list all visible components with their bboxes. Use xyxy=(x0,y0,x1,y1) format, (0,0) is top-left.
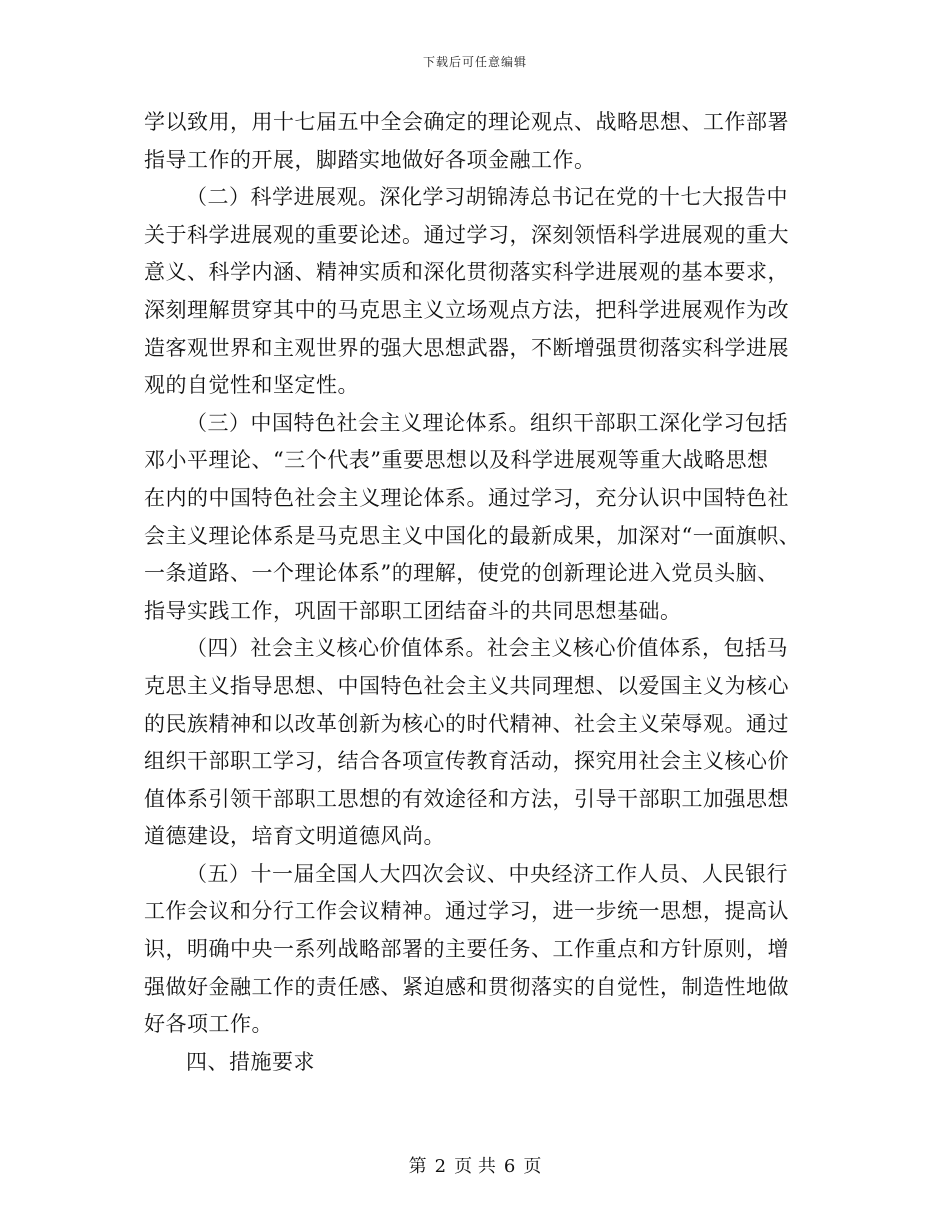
text-line: 造客观世界和主观世界的强大思想武器，不断增强贯彻落实科学进展 xyxy=(144,335,789,360)
document-body xyxy=(144,104,812,1081)
footer-prefix: 第 xyxy=(408,1156,427,1177)
text-line: 克思主义指导思想、中国特色社会主义共同理想、以爱国主义为核心 xyxy=(144,673,789,698)
text-line: 学以致用，用十七届五中全会确定的理论观点、战略思想、工作部署 xyxy=(144,110,789,134)
text-line: 邓小平理论、“三个代表”重要思想以及科学进展观等重大战略思想 xyxy=(144,448,769,473)
section-title-line: 四、措施要求 xyxy=(186,1049,315,1074)
text-line: 道德建设，培育文明道德风尚。 xyxy=(144,824,445,849)
text-line: 强做好金融工作的责任感、紧迫感和贯彻落实的自觉性，制造性地做 xyxy=(144,974,789,999)
text-line: 在内的中国特色社会主义理论体系。通过学习，充分认识中国特色社 xyxy=(144,485,789,510)
text-line: 指导工作的开展，脚踏实地做好各项金融工作。 xyxy=(144,147,596,172)
text-line: 好各项工作。 xyxy=(144,1012,273,1037)
text-line: 值体系引领干部职工思想的有效途径和方法，引导干部职工加强思想 xyxy=(144,786,789,811)
text-line: 的民族精神和以改革创新为核心的时代精神、社会主义荣辱观。通过 xyxy=(144,711,789,736)
page-header: 下载后可任意编辑 xyxy=(422,55,527,69)
section-heading-line: （三）中国特色社会主义理论体系。组织干部职工深化学习包括 xyxy=(186,410,788,435)
footer-middle: 页 共 xyxy=(454,1156,496,1177)
text-line: 组织干部职工学习，结合各项宣传教育活动，探究用社会主义核心价 xyxy=(144,749,789,774)
footer-suffix: 页 xyxy=(523,1156,542,1177)
section-heading-line: （四）社会主义核心价值体系。社会主义核心价值体系，包括马 xyxy=(186,636,788,661)
text-line: 关于科学进展观的重要论述。通过学习，深刻领悟科学进展观的重大 xyxy=(144,222,789,247)
page-footer xyxy=(0,1152,950,1178)
section-heading-line: （五）十一届全国人大四次会议、中央经济工作人员、人民银行 xyxy=(186,861,788,886)
text-line: 识，明确中央一系列战略部署的主要任务、工作重点和方针原则，增 xyxy=(144,937,789,962)
footer-total-pages: 6 xyxy=(503,1156,516,1177)
section-heading-line: （二）科学进展观。深化学习胡锦涛总书记在党的十七大报告中 xyxy=(186,185,788,210)
text-line: 指导实践工作，巩固干部职工团结奋斗的共同思想基础。 xyxy=(144,598,682,623)
text-line: 观的自觉性和坚定性。 xyxy=(144,373,359,398)
text-line: 会主义理论体系是马克思主义中国化的最新成果，加深对“一面旗帜、 xyxy=(144,523,801,548)
text-line: 一条道路、一个理论体系”的理解，使党的创新理论进入党员头脑、 xyxy=(144,561,779,586)
text-line: 工作会议和分行工作会议精神。通过学习，进一步统一思想，提高认 xyxy=(144,899,789,924)
text-line: 意义、科学内涵、精神实质和深化贯彻落实科学进展观的基本要求， xyxy=(144,260,789,285)
footer-page-number: 2 xyxy=(434,1156,447,1177)
text-line: 深刻理解贯穿其中的马克思主义立场观点方法，把科学进展观作为改 xyxy=(144,297,789,322)
